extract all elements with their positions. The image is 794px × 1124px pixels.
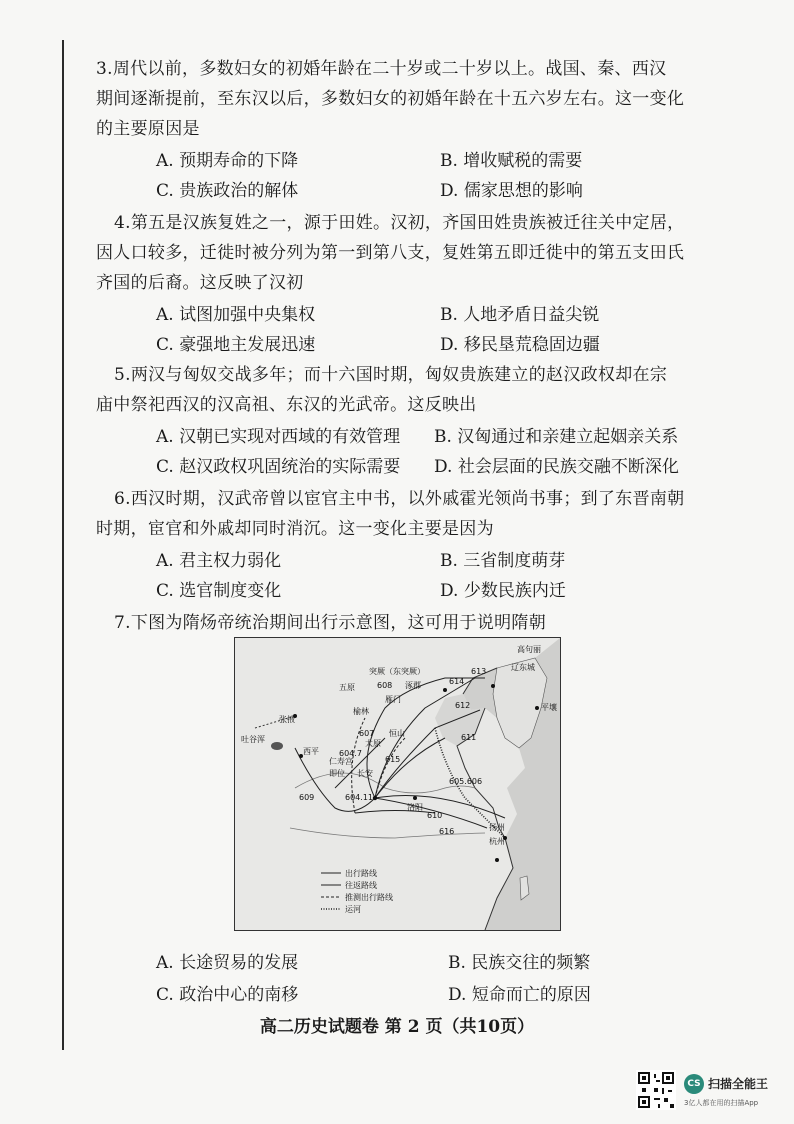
map-year-615: 615 — [385, 755, 401, 764]
map-year-611: 611 — [461, 733, 477, 742]
map-label-zhangye: 张掖 — [279, 715, 295, 724]
q4-line-3: 齐国的后裔。这反映了汉初 — [96, 273, 304, 293]
q6-option-b: B. 三省制度萌芽 — [440, 551, 566, 571]
legend-canal: 运河 — [345, 905, 361, 914]
q5-option-a: A. 汉朝已实现对西域的有效管理 — [156, 427, 401, 447]
q7-option-c: C. 政治中心的南移 — [156, 985, 299, 1005]
map-label-yulin: 榆林 — [353, 707, 369, 716]
q4-option-c: C. 豪强地主发展迅速 — [156, 335, 316, 355]
map-label-changan: 长安 — [357, 769, 373, 778]
map-year-604-11: 604.11 — [345, 793, 373, 802]
q7-option-a: A. 长途贸易的发展 — [156, 953, 299, 973]
map-label-renshougong: 仁寿宫 — [329, 757, 353, 766]
map-label-hangzhou: 杭州 — [489, 837, 505, 846]
map-label-zhuojun: 涿郡 — [405, 681, 421, 690]
q6-option-d: D. 少数民族内迁 — [440, 581, 566, 601]
map-year-605-606: 605.606 — [449, 777, 483, 786]
q4-line-1: 4.第五是汉族复姓之一，源于田姓。汉初，齐国田姓贵族被迁往关中定居， — [114, 213, 685, 233]
q3-option-a: A. 预期寿命的下降 — [156, 151, 299, 171]
q3-line-1: 3.周代以前，多数妇女的初婚年龄在二十岁或二十岁以上。战国、秦、西汉 — [96, 59, 667, 79]
map-year-608: 608 — [377, 681, 393, 690]
q5-line-2: 庙中祭祀西汉的汉高祖、东汉的光武帝。这反映出 — [96, 395, 477, 415]
map-label-yanmen: 雁门 — [385, 695, 401, 704]
map-label-hengshan: 恒山 — [389, 729, 405, 738]
q6-option-a: A. 君主权力弱化 — [156, 551, 282, 571]
q5-option-c: C. 赵汉政权巩固统治的实际需要 — [156, 457, 401, 477]
q4-line-2: 因人口较多，迁徙时被分列为第一到第八支，复姓第五即迁徙中的第五支田氏 — [96, 243, 685, 263]
map-year-613: 613 — [471, 667, 487, 676]
camscanner-name: 扫描全能王 — [708, 1077, 769, 1091]
q6-line-2: 时期，宦官和外戚却同时消沉。这一变化主要是因为 — [96, 519, 494, 539]
map-label-taiyuan: 太原 — [365, 739, 381, 748]
q7-option-b: B. 民族交往的频繁 — [448, 953, 591, 973]
map-label-xiping: 西平 — [303, 747, 319, 756]
map-year-616: 616 — [439, 827, 455, 836]
map-label-tujue: 突厥（东突厥） — [369, 667, 425, 676]
binding-margin-line — [62, 40, 64, 1050]
q4-option-d: D. 移民垦荒稳固边疆 — [440, 335, 600, 355]
map-label-pingrang: 平壤 — [541, 703, 557, 712]
qr-code-icon — [636, 1070, 676, 1110]
q7-line-1: 7.下图为隋炀帝统治期间出行示意图，这可用于说明隋朝 — [114, 613, 547, 633]
page-footer: 高二历史试题卷 第 2 页（共10页） — [259, 1017, 535, 1037]
q6-line-1: 6.西汉时期，汉武帝曾以宦官主中书，以外戚霍光领尚书事；到了东晋南朝 — [114, 489, 685, 509]
map-legend — [321, 868, 393, 914]
legend-inferred-route: 推测出行路线 — [345, 893, 393, 902]
map-label-tuyuhun: 吐谷浑 — [241, 735, 265, 744]
q4-option-a: A. 试图加强中央集权 — [156, 305, 316, 325]
map-year-607: 607 — [359, 729, 375, 738]
map-year-604-7: 604.7 — [339, 749, 362, 758]
map-year-614: 614 — [449, 677, 465, 686]
legend-travel-route: 出行路线 — [345, 869, 377, 878]
q3-line-3: 的主要原因是 — [96, 119, 200, 139]
map-label-luoyang: 洛阳 — [407, 803, 423, 812]
q7-option-d: D. 短命而亡的原因 — [448, 985, 591, 1005]
q3-option-c: C. 贵族政治的解体 — [156, 181, 299, 201]
sui-emperor-travel-map — [234, 637, 561, 931]
q4-option-b: B. 人地矛盾日益尖锐 — [440, 305, 600, 325]
map-label-wuyuan: 五原 — [339, 683, 355, 692]
q3-option-d: D. 儒家思想的影响 — [440, 181, 583, 201]
q5-line-1: 5.两汉与匈奴交战多年；而十六国时期，匈奴贵族建立的赵汉政权却在宗 — [114, 365, 668, 385]
map-label-jiwei: 即位 — [329, 769, 345, 778]
q3-line-2: 期间逐渐提前，至东汉以后，多数妇女的初婚年龄在十五六岁左右。这一变化 — [96, 89, 685, 109]
map-label-liaodong: 辽东城 — [511, 663, 535, 672]
q6-option-c: C. 选官制度变化 — [156, 581, 282, 601]
q5-option-b: B. 汉匈通过和亲建立起姻亲关系 — [434, 427, 679, 447]
q3-option-b: B. 增收赋税的需要 — [440, 151, 583, 171]
q5-option-d: D. 社会层面的民族交融不断深化 — [434, 457, 679, 477]
camscanner-tagline: 3亿人都在用的扫描App — [684, 1099, 759, 1107]
camscanner-logo-icon: CS — [684, 1074, 704, 1094]
map-label-gaogouli: 高句丽 — [517, 645, 541, 654]
map-year-609: 609 — [299, 793, 315, 802]
legend-round-trip-route: 往返路线 — [345, 881, 377, 890]
map-year-610: 610 — [427, 811, 443, 820]
map-year-612: 612 — [455, 701, 471, 710]
map-label-yangzhou: 扬州 — [489, 823, 505, 832]
